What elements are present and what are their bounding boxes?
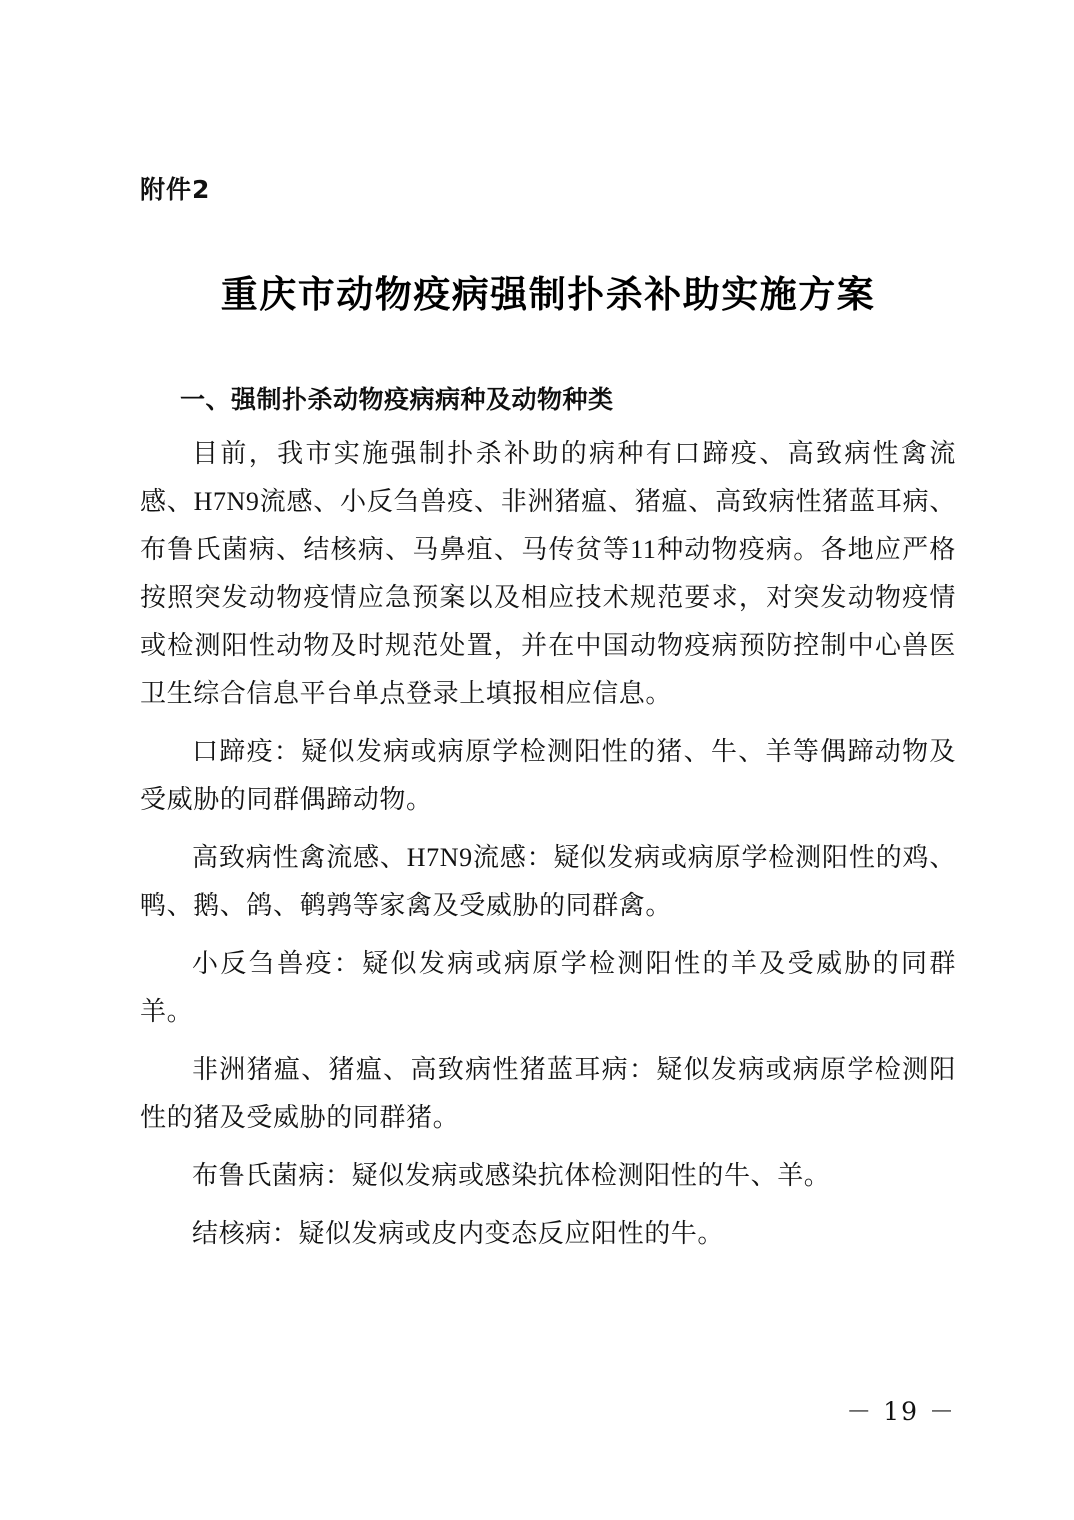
page-title: 重庆市动物疫病强制扑杀补助实施方案: [220, 272, 876, 316]
body-paragraph: 结核病：疑似发病或皮内变态反应阳性的牛。: [192, 1219, 725, 1248]
body-paragraph: 目前，我市实施强制扑杀补助的病种有口蹄疫、高致病性禽流感、H7N9流感、小反刍兽疫、非洲猪瘟、猪瘟、高致病性猪蓝耳病、布鲁氏菌病、结核病、马鼻疽、马传贫等11种动物疫病。各地应严格按照突发动物疫情应急预案以及相应技术规范要求，对突发动物疫情或检测阳性动物及时规范处置，并在中国动物疫病预防控制中心兽医卫生综合信息平台单点登录上填报相应信息。: [140, 439, 956, 708]
attachment-label: 附件2: [140, 175, 211, 204]
body-paragraph: 非洲猪瘟、猪瘟、高致病性猪蓝耳病：疑似发病或病原学检测阳性的猪及受威胁的同群猪。: [140, 1055, 956, 1132]
body-paragraph: 口蹄疫：疑似发病或病原学检测阳性的猪、牛、羊等偶蹄动物及受威胁的同群偶蹄动物。: [140, 737, 956, 814]
section-heading: 一、强制扑杀动物疫病病种及动物种类: [180, 385, 614, 414]
page-number: － 19 －: [846, 1397, 956, 1426]
body-paragraph: 布鲁氏菌病：疑似发病或感染抗体检测阳性的牛、羊。: [192, 1161, 831, 1190]
body-paragraph: 高致病性禽流感、H7N9流感：疑似发病或病原学检测阳性的鸡、鸭、鹅、鸽、鹌鹑等家禽及受威胁的同群禽。: [140, 843, 956, 920]
body-paragraph: 小反刍兽疫：疑似发病或病原学检测阳性的羊及受威胁的同群羊。: [140, 949, 956, 1026]
